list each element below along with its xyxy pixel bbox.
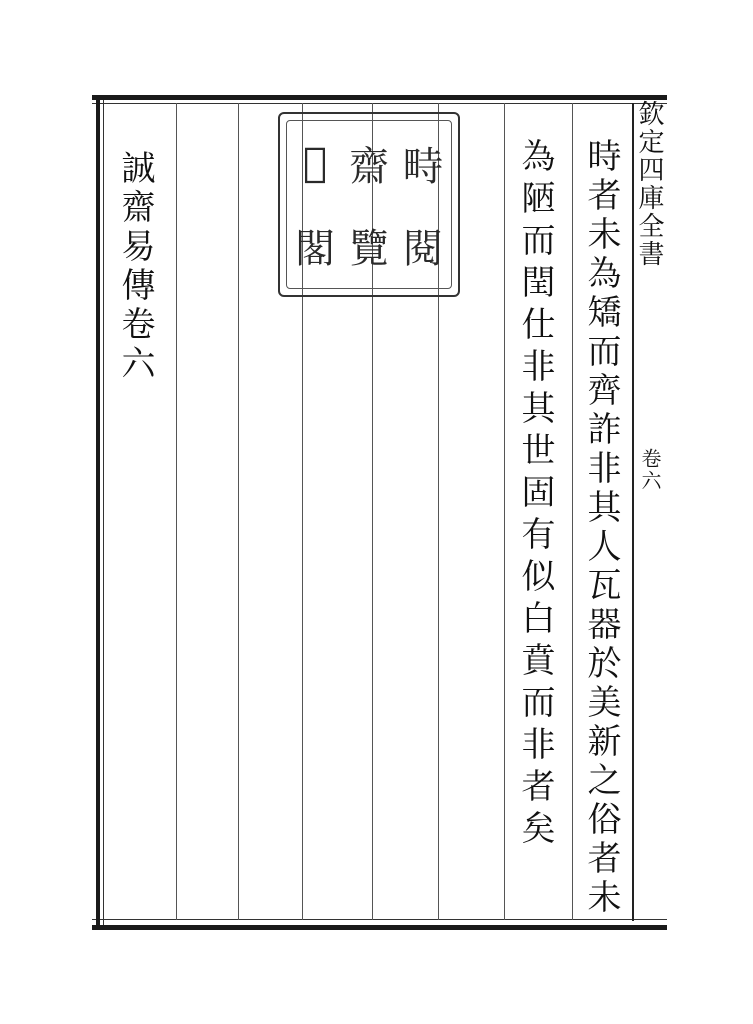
top-border-rule [92,95,667,100]
column-divider [238,103,239,920]
text-column-1: 時者未為矯而齊詐非其人瓦器於美新之俗者未 [581,138,621,918]
left-border-rule [96,95,100,930]
seal-glyph: 畤 [403,143,443,190]
column-divider [572,103,573,920]
seal-glyph: 閣 [295,226,335,273]
left-inner-rule [103,100,104,925]
column-divider [176,103,177,920]
margin-book-title: 欽定四庫全書 [634,100,664,268]
seal-glyph: 𡦹 [302,140,327,187]
column-divider [504,103,505,920]
text-column-2: 為陋而閏仕非其世固有似白賁而非者矣 [515,138,555,852]
seal-glyph: 齋 [349,143,389,190]
seal-glyph: 覽 [349,226,389,273]
seal-glyph-grid [290,124,448,285]
bottom-inner-rule [92,919,667,920]
chapter-end-title: 誠齋易傳卷六 [115,150,155,384]
top-inner-rule [92,103,667,104]
bottom-border-rule [92,925,667,930]
collector-seal [278,112,460,297]
margin-chapter-label: 卷六 [638,448,662,492]
seal-glyph: 閱 [403,226,443,273]
